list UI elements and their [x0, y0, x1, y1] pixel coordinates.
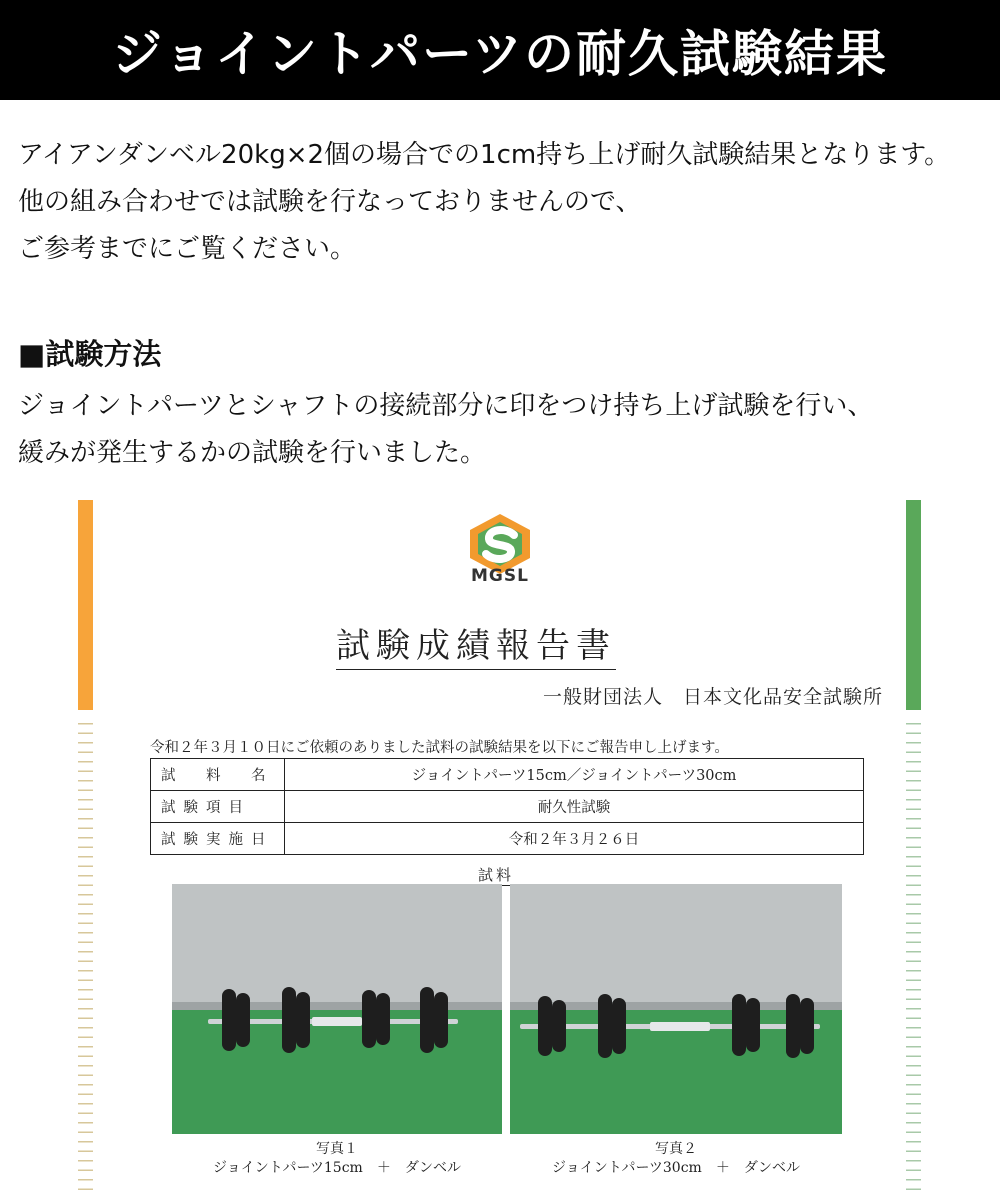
right-color-bar — [906, 500, 921, 710]
logo-label: MGSL — [471, 566, 529, 586]
table-value: 令和２年３月２６日 — [285, 823, 864, 855]
table-row — [151, 823, 864, 855]
table-row — [151, 759, 864, 791]
page-title: ジョイントパーツの耐久試験結果 — [112, 25, 888, 83]
intro-text — [18, 132, 993, 273]
test-report-document — [78, 500, 921, 1196]
table-label: 試験実施日 — [151, 823, 285, 855]
intro-line: ご参考までにご覧ください。 — [18, 234, 357, 264]
report-info-table — [150, 758, 864, 855]
intro-line: 他の組み合わせでは試験を行なっておりませんので、 — [18, 187, 642, 217]
sample-photo-2 — [510, 884, 842, 1134]
test-method-heading: ■試験方法 — [18, 337, 162, 371]
title-banner — [0, 0, 1000, 100]
left-ruler-marks — [78, 715, 93, 1195]
right-ruler-marks — [906, 715, 921, 1195]
report-organization: 一般財団法人 日本文化品安全試験所 — [542, 686, 883, 708]
table-value: 耐久性試験 — [285, 791, 864, 823]
photo-caption-1 — [172, 1140, 502, 1178]
photo-caption-2 — [510, 1140, 842, 1178]
sample-photo-1 — [172, 884, 502, 1134]
table-row — [151, 791, 864, 823]
table-label: 試 料 名 — [151, 759, 285, 791]
caption-photo-number: 写真１ — [316, 1141, 358, 1157]
intro-line: アイアンダンベル20kg×2個の場合での1cm持ち上げ耐久試験結果となります。 — [18, 140, 951, 170]
table-value: ジョイントパーツ15cm／ジョイントパーツ30cm — [285, 759, 864, 791]
report-title: 試験成績報告書 — [336, 618, 616, 670]
report-lead-text: 令和２年３月１０日にご依頼のありました試料の試験結果を以下にご報告申し上げます。 — [150, 740, 729, 756]
caption-description: ジョイントパーツ15cm ＋ ダンベル — [213, 1160, 461, 1176]
caption-description: ジョイントパーツ30cm ＋ ダンベル — [552, 1160, 800, 1176]
caption-photo-number: 写真２ — [655, 1141, 697, 1157]
method-line: 緩みが発生するかの試験を行いました。 — [18, 438, 487, 468]
method-line: ジョイントパーツとシャフトの接続部分に印をつけ持ち上げ試験を行い、 — [18, 391, 874, 421]
left-color-bar — [78, 500, 93, 710]
table-label: 試験項目 — [151, 791, 285, 823]
test-method-text — [18, 383, 873, 477]
sample-heading: 試料 — [478, 866, 515, 884]
